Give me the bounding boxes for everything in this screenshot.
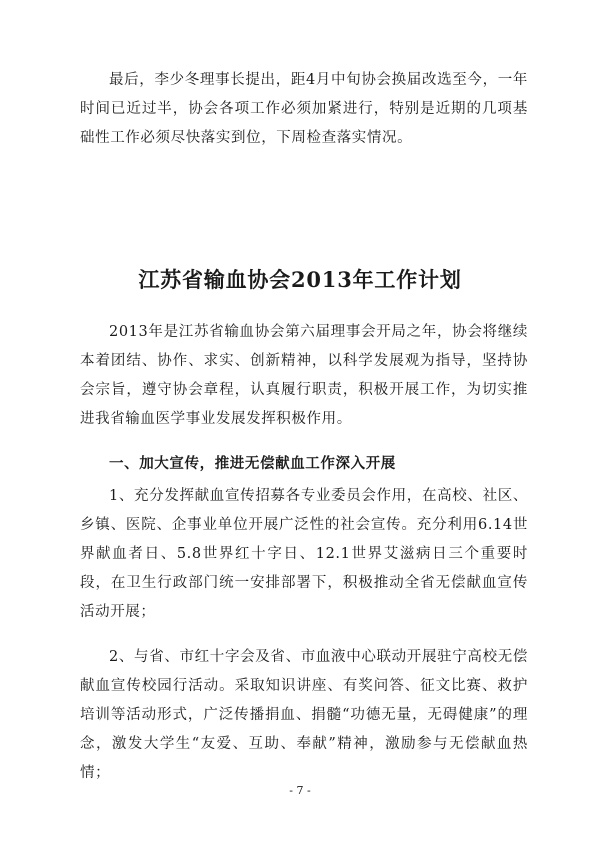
- closing-paragraph: 最后，李少冬理事长提出，距4月中旬协会换届改选至今，一年时间已近过半，协会各项工作必须加紧进行，特别是近期的几项基础性工作必须尽快落实到位，下周检查落实情况。: [80, 72, 528, 146]
- list-item: 1、充分发挥献血宣传招募各专业委员会作用，在高校、社区、乡镇、医院、企事业单位开展广泛性的社会宣传。充分利用6.14世界献血者日、5.8世界红十字日、12.1世界艾滋病日三个重要时段，在卫生行政部门统一安排部署下，积极推动全省无偿献血宣传活动开展；: [80, 488, 528, 620]
- list-item: 2、与省、市红十字会及省、市血液中心联动开展驻宁高校无偿献血宣传校园行活动。采取知识讲座、有奖问答、征文比赛、救护培训等活动形式，广泛传播捐血、捐髓“功德无量，无碍健康”的理念，激发大学生“友爱、互助、奉献”精神，激励参与无偿献血热情；: [80, 649, 528, 781]
- section-heading-publicity: 一、加大宣传，推进无偿献血工作深入开展: [109, 455, 396, 472]
- page-number: - 7 -: [289, 784, 311, 797]
- plan-title: 江苏省输血协会2013年工作计划: [138, 267, 462, 292]
- plan-intro-paragraph: 2013年是江苏省输血协会第六届理事会开局之年，协会将继续本着团结、协作、求实、创新精神，以科学发展观为指导，坚持协会宗旨，遵守协会章程，认真履行职责，积极开展工作，为切实推进我省输血医学事业发展发挥积极作用。: [80, 324, 528, 427]
